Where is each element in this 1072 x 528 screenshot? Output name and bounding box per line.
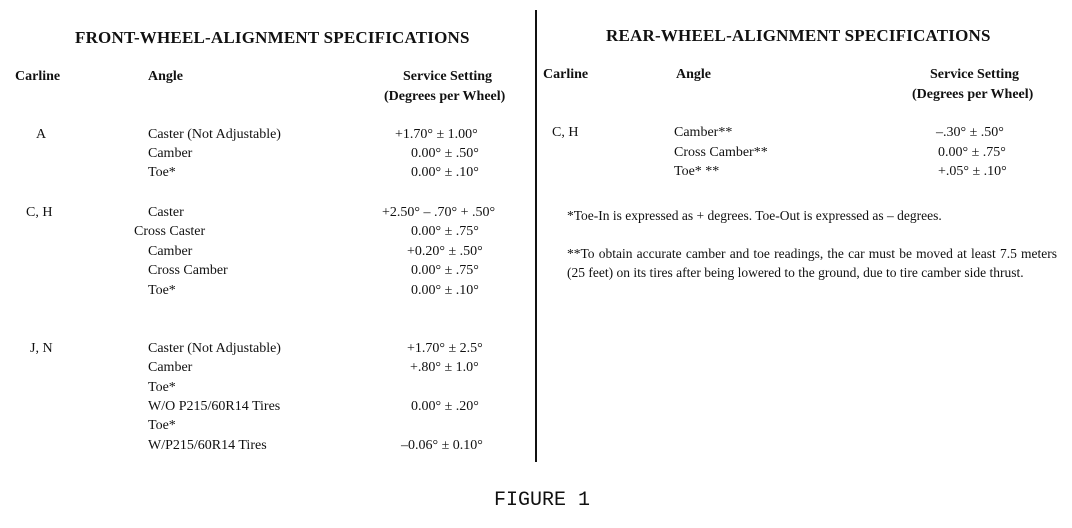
carline-j-n: J, N (30, 341, 53, 356)
carline-c-h: C, H (26, 205, 53, 220)
front-angle: Toe* (148, 165, 176, 180)
front-header-setting-units: (Degrees per Wheel) (384, 89, 506, 104)
rear-header-carline: Carline (543, 67, 589, 82)
front-angle: Caster (Not Adjustable) (148, 341, 281, 356)
rear-header-angle: Angle (676, 67, 711, 82)
front-angle: Camber (148, 244, 193, 259)
front-setting: +1.70° ± 1.00° (395, 127, 478, 142)
front-angle: Caster (Not Adjustable) (148, 127, 281, 142)
front-setting: +2.50° – .70° + .50° (382, 205, 496, 220)
front-setting: +0.20° ± .50° (407, 244, 483, 259)
figure-caption: FIGURE 1 (494, 489, 591, 512)
front-setting: 0.00° ± .10° (411, 283, 479, 298)
front-title: FRONT-WHEEL-ALIGNMENT SPECIFICATIONS (75, 28, 470, 47)
rear-setting: –.30° ± .50° (936, 125, 1004, 140)
front-angle: Cross Camber (148, 263, 228, 278)
front-setting: 0.00° ± .75° (411, 263, 479, 278)
front-header-angle: Angle (148, 69, 183, 84)
rear-setting: 0.00° ± .75° (938, 145, 1006, 160)
front-angle: Toe* (148, 380, 176, 395)
front-angle: Toe* (148, 418, 176, 433)
rear-header-setting: Service Setting (930, 67, 1020, 82)
front-setting: –0.06° ± 0.10° (401, 438, 483, 453)
front-setting: 0.00° ± .20° (411, 399, 479, 414)
front-angle: Toe* (148, 283, 176, 298)
front-setting: 0.00° ± .10° (411, 165, 479, 180)
rear-angle: Toe* ** (674, 164, 720, 179)
rear-setting: +.05° ± .10° (938, 164, 1007, 179)
front-setting: +.80° ± 1.0° (410, 360, 479, 375)
front-angle: W/O P215/60R14 Tires (148, 399, 281, 414)
carline-a: A (36, 127, 47, 142)
front-setting: 0.00° ± .75° (411, 224, 479, 239)
front-header-setting: Service Setting (403, 69, 493, 84)
front-angle: W/P215/60R14 Tires (148, 438, 267, 453)
rear-header-setting-units: (Degrees per Wheel) (912, 87, 1034, 102)
rear-note-measurement: **To obtain accurate camber and toe readings, the car must be moved at least 7.5 meters (25 feet) on its tires after being lowered to the ground, due to tire camber side thrust. (567, 246, 1057, 280)
front-header-carline: Carline (15, 69, 61, 84)
rear-angle: Camber** (674, 125, 733, 140)
front-angle: Caster (148, 205, 184, 220)
front-angle: Camber (148, 360, 193, 375)
rear-note-toe: *Toe-In is expressed as + degrees. Toe-Out is expressed as – degrees. (567, 208, 942, 223)
rear-carline-c-h: C, H (552, 125, 579, 140)
front-angle: Camber (148, 146, 193, 161)
rear-title: REAR-WHEEL-ALIGNMENT SPECIFICATIONS (606, 26, 991, 45)
front-angle: Cross Caster (134, 224, 206, 239)
front-setting: 0.00° ± .50° (411, 146, 479, 161)
front-setting: +1.70° ± 2.5° (407, 341, 483, 356)
column-divider (535, 10, 537, 462)
rear-angle: Cross Camber** (674, 145, 768, 160)
